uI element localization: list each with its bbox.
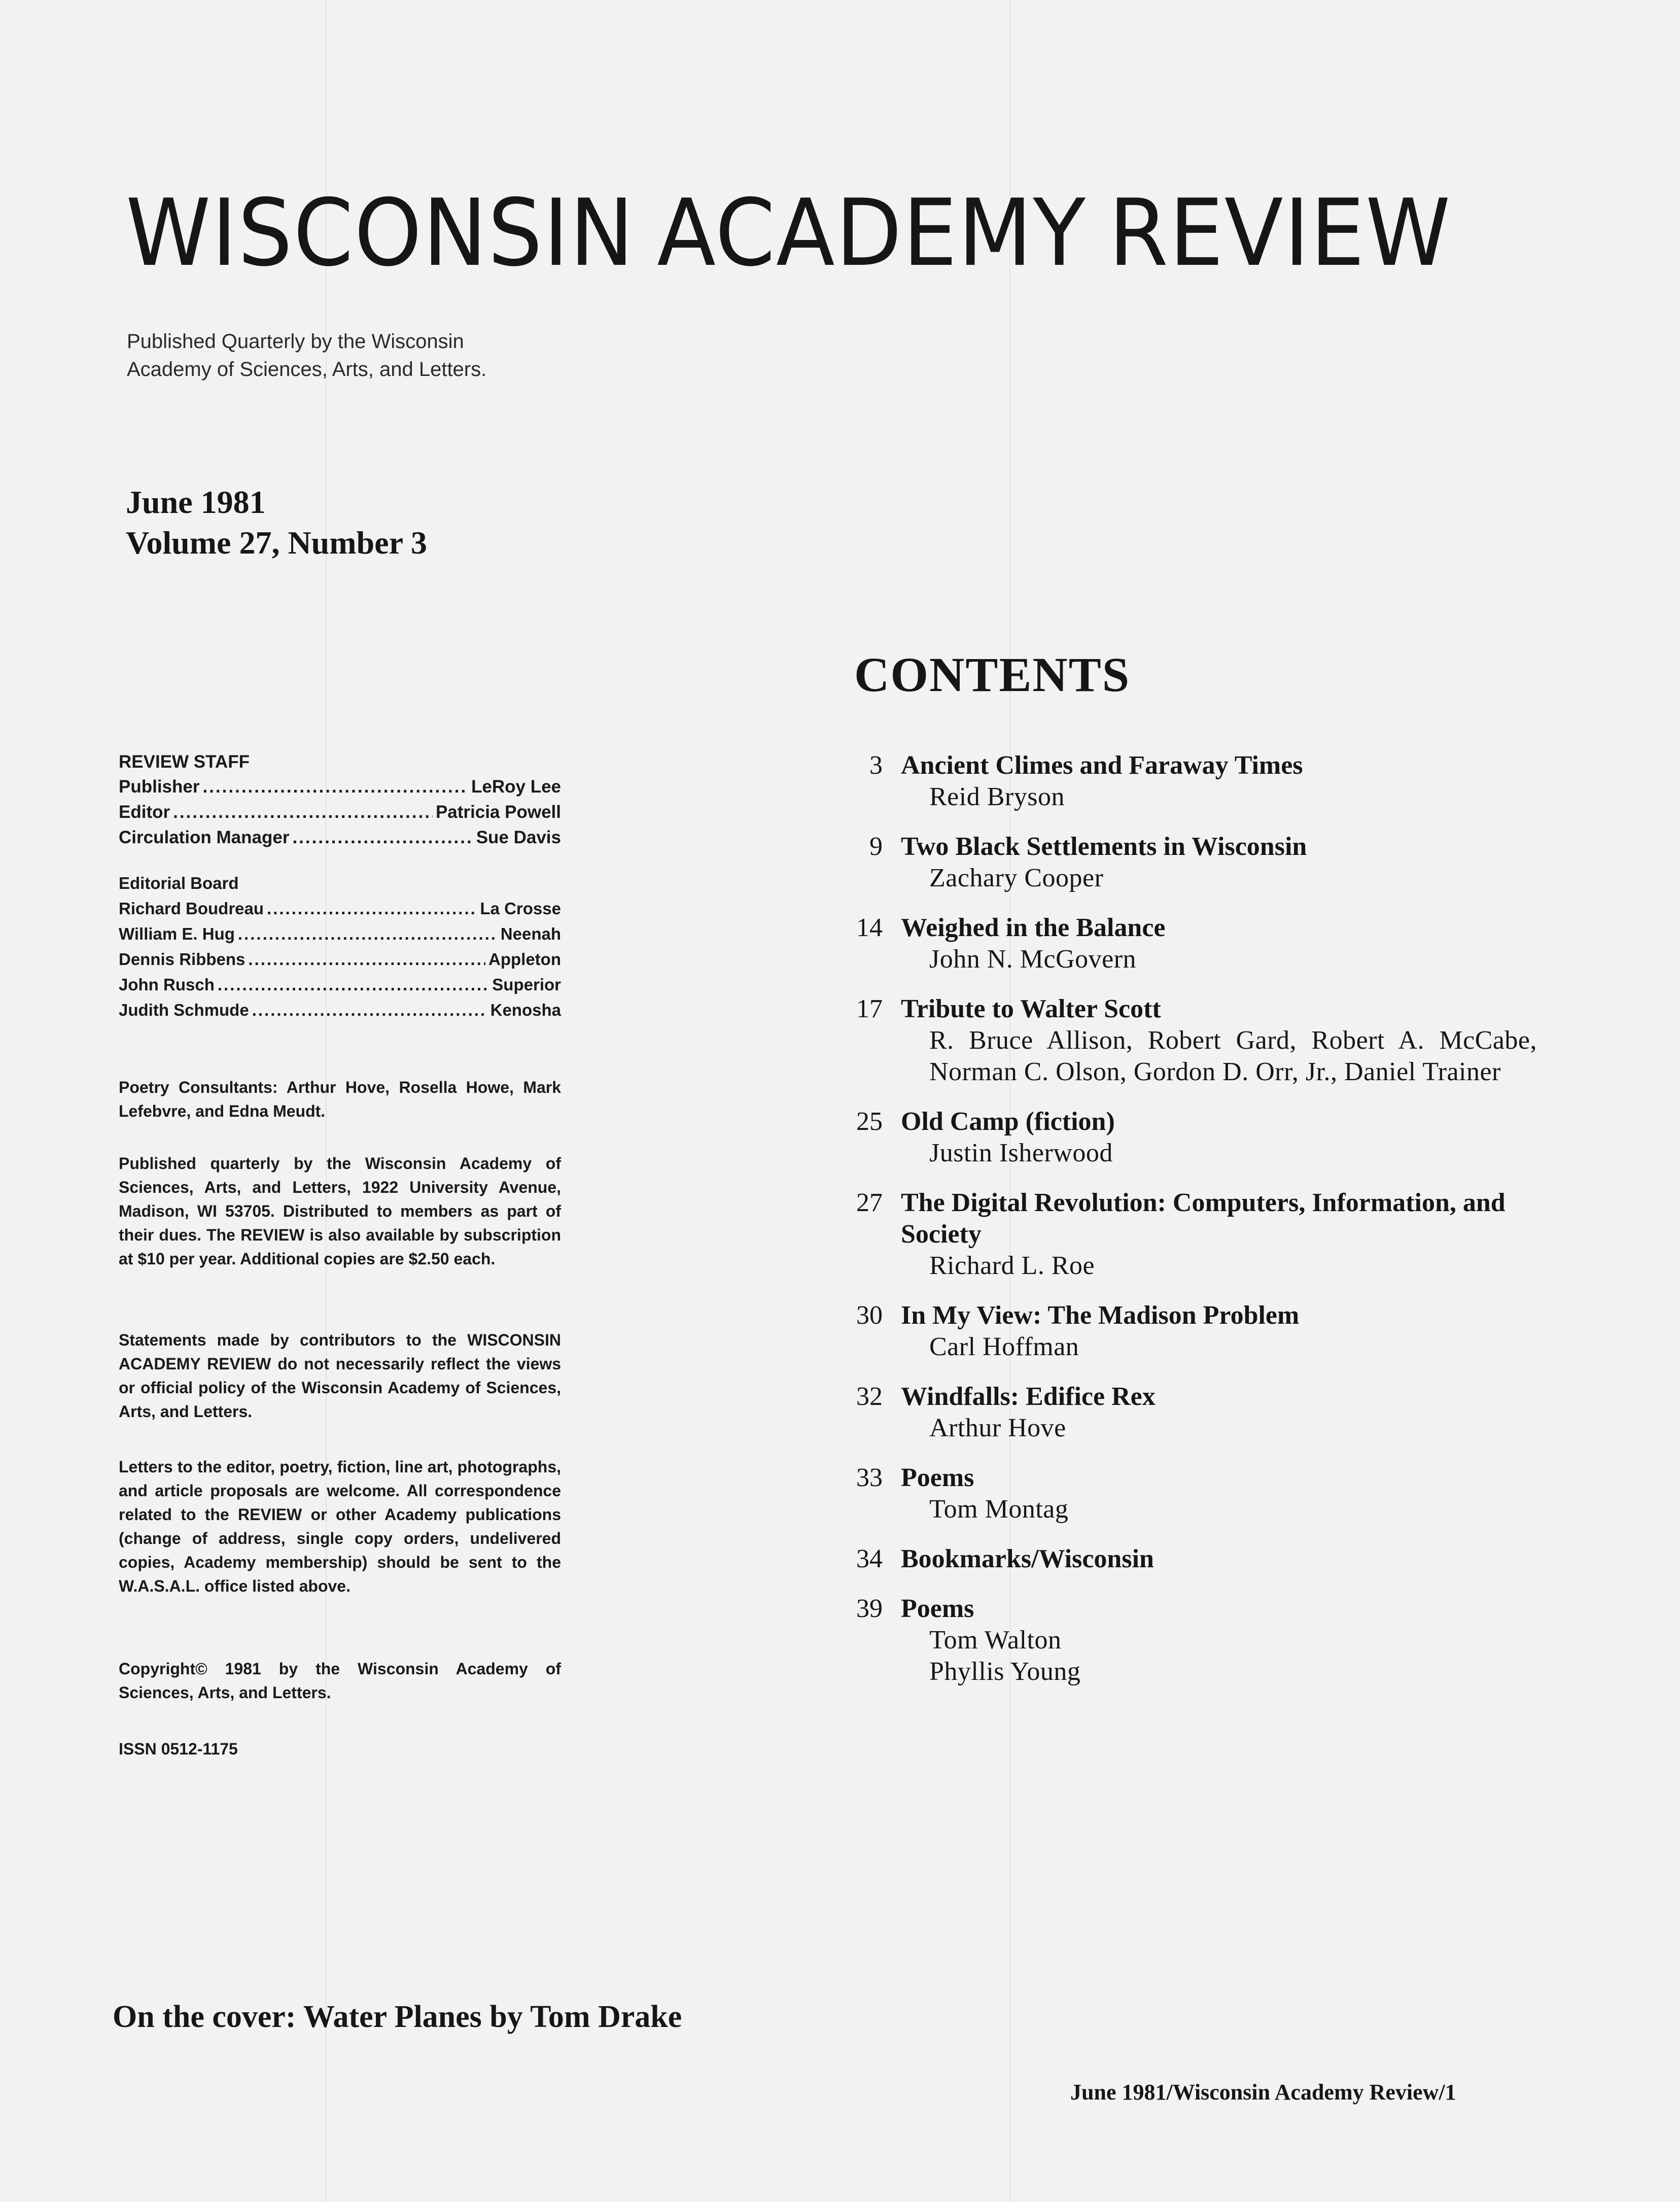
board-city: Kenosha: [490, 1001, 561, 1019]
board-member: Richard Boudreau: [119, 899, 264, 918]
board-heading: Editorial Board: [119, 874, 239, 892]
toc-entry: [842, 1462, 1537, 1525]
staff-role: Editor: [119, 802, 170, 822]
publisher-line: [127, 328, 486, 384]
board-city: La Crosse: [480, 899, 561, 918]
toc-entry: [842, 1300, 1537, 1363]
board-member: John Rusch: [119, 975, 215, 994]
toc-entry: [842, 750, 1537, 813]
toc-page-number: 33: [856, 1463, 883, 1492]
review-staff: [119, 750, 561, 1023]
table-of-contents: [842, 750, 1537, 1706]
disclaimer: Statements made by contributors to the WISCONSIN ACADEMY REVIEW do not necessarily reflect the views or official policy of the Wisconsin Academy of Sciences, Arts, and Letters.: [119, 1331, 561, 1421]
staff-row: [119, 774, 561, 800]
toc-entry: [842, 831, 1537, 894]
toc-title: Ancient Climes and Faraway Times: [901, 751, 1303, 780]
dot-leader: [248, 947, 485, 972]
toc-page-number: 30: [856, 1301, 883, 1330]
dot-leader: [218, 972, 489, 997]
masthead-word: REVIEW: [1108, 179, 1452, 287]
board-member: Dennis Ribbens: [119, 950, 246, 969]
submissions-info: Letters to the editor, poetry, fiction, line art, photographs, and article proposals are welcome. All correspondence related to the REVIEW or other Academy publications (change of address, single copy orders, undelivered copies, Academy membership) should be sent to the W.A.S.A.L. office listed above.: [119, 1458, 561, 1595]
dot-leader: [173, 800, 433, 825]
poetry-consultants: Poetry Consultants: Arthur Hove, Rosella Howe, Mark Lefebvre, and Edna Meudt.: [119, 1078, 561, 1120]
dot-leader: [267, 896, 477, 921]
toc-entry: [842, 1593, 1537, 1688]
dot-leader: [292, 825, 473, 850]
board-city: Appleton: [488, 950, 561, 969]
publication-info: Published quarterly by the Wisconsin Academy of Sciences, Arts, and Letters, 1922 University Avenue, Madison, WI 53705. Distributed to members as part of their dues. The REVIEW is also available by subscription at $10 per year. Additional copies are $2.50 each.: [119, 1154, 561, 1268]
staff-role: Publisher: [119, 777, 200, 797]
editorial-board: [119, 871, 561, 1023]
dot-leader: [202, 774, 468, 800]
board-row: [119, 896, 561, 921]
issue-volume: Volume 27, Number 3: [126, 525, 427, 561]
toc-title: Weighed in the Balance: [901, 913, 1166, 942]
dot-leader: [238, 921, 498, 947]
toc-page-number: 9: [869, 832, 883, 861]
toc-author: Carl Hoffman: [929, 1332, 1079, 1361]
staff-name: Sue Davis: [476, 828, 561, 847]
board-row: [119, 997, 561, 1023]
toc-title: Old Camp (fiction): [901, 1107, 1115, 1136]
toc-author: Arthur Hove: [929, 1414, 1066, 1442]
toc-author: Zachary Cooper: [929, 864, 1104, 892]
toc-page-number: 3: [869, 751, 883, 780]
toc-title: Poems: [901, 1594, 974, 1623]
toc-title: Two Black Settlements in Wisconsin: [901, 832, 1307, 861]
issue-date: June 1981: [126, 484, 266, 520]
toc-author: Tom Montag: [929, 1495, 1069, 1524]
toc-page-number: 32: [856, 1382, 883, 1411]
board-row: [119, 972, 561, 997]
toc-page-number: 14: [856, 913, 883, 942]
page-footer: June 1981/Wisconsin Academy Review/1: [1070, 2080, 1456, 2105]
board-member: Judith Schmude: [119, 1001, 249, 1019]
contents-heading: CONTENTS: [854, 647, 1131, 702]
toc-page-number: 25: [856, 1107, 883, 1136]
publisher-line-text: Published Quarterly by the Wisconsin: [127, 330, 464, 353]
toc-entry: [842, 1381, 1537, 1444]
toc-entry: [842, 1187, 1537, 1282]
dot-leader: [252, 997, 487, 1023]
staff-row: [119, 825, 561, 850]
toc-page-number: 39: [856, 1594, 883, 1623]
masthead-title: [126, 179, 1452, 287]
toc-author: Tom Walton Phyllis Young: [929, 1626, 1081, 1686]
board-city: Neenah: [500, 924, 561, 943]
toc-author: Reid Bryson: [929, 782, 1065, 811]
toc-entry: [842, 1106, 1537, 1169]
toc-entry: [842, 1543, 1537, 1575]
staff-heading: REVIEW STAFF: [119, 752, 250, 772]
board-city: Superior: [492, 975, 561, 994]
toc-title: The Digital Revolution: Computers, Information, and Society: [901, 1188, 1506, 1249]
board-row: [119, 947, 561, 972]
toc-title: Poems: [901, 1463, 974, 1492]
toc-page-number: 34: [856, 1544, 883, 1573]
toc-author: Richard L. Roe: [929, 1251, 1095, 1280]
toc-entry: [842, 993, 1537, 1088]
issue-info: [126, 482, 427, 563]
issn: ISSN 0512-1175: [119, 1740, 238, 1758]
staff-row: [119, 800, 561, 825]
toc-title: Windfalls: Edifice Rex: [901, 1382, 1156, 1411]
toc-author: Justin Isherwood: [929, 1139, 1113, 1167]
toc-title: Bookmarks/Wisconsin: [901, 1544, 1154, 1573]
toc-title: In My View: The Madison Problem: [901, 1301, 1300, 1330]
toc-author: R. Bruce Allison, Robert Gard, Robert A. McCabe, Norman C. Olson, Gordon D. Orr, Jr., Daniel Trainer: [929, 1026, 1537, 1086]
staff-role: Circulation Manager: [119, 828, 290, 847]
toc-title: Tribute to Walter Scott: [901, 994, 1161, 1023]
board-member: William E. Hug: [119, 924, 235, 943]
cover-credit: On the cover: Water Planes by Tom Drake: [113, 2000, 682, 2034]
staff-name: Patricia Powell: [435, 802, 561, 822]
staff-name: LeRoy Lee: [471, 777, 561, 797]
board-row: [119, 921, 561, 947]
toc-entry: [842, 912, 1537, 975]
masthead-word: WISCONSIN: [126, 179, 635, 287]
publisher-line-text: Academy of Sciences, Arts, and Letters.: [127, 358, 487, 381]
toc-page-number: 17: [856, 994, 883, 1023]
masthead-word: ACADEMY: [657, 179, 1087, 287]
copyright-notice: Copyright© 1981 by the Wisconsin Academy of Sciences, Arts, and Letters.: [119, 1660, 561, 1702]
toc-page-number: 27: [856, 1188, 883, 1217]
toc-author: John N. McGovern: [929, 945, 1137, 974]
